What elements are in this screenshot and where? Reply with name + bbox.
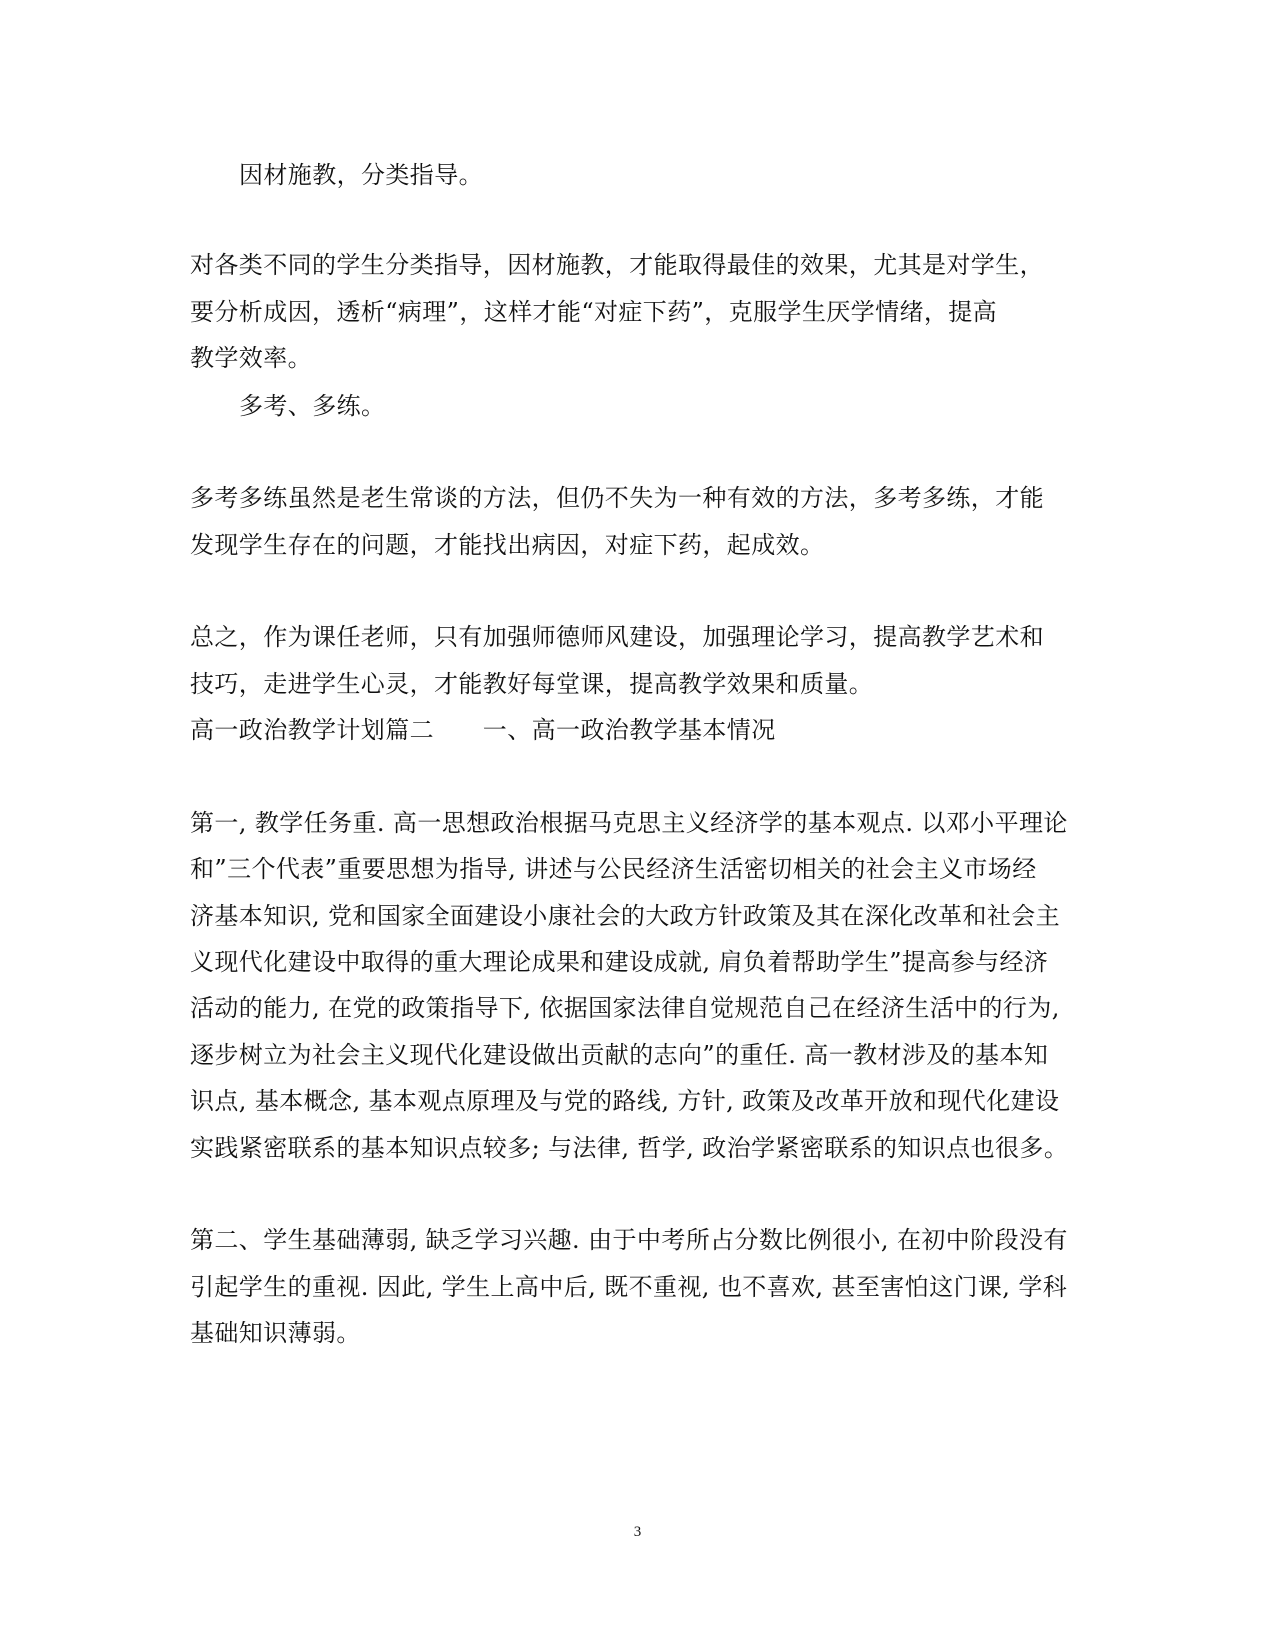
paragraph-line: 基础知识薄弱。 bbox=[190, 1319, 361, 1347]
paragraph-line: 技巧，走进学生心灵，才能教好每堂课，提高教学效果和质量。 bbox=[190, 670, 874, 698]
paragraph-line: 总之，作为课任老师，只有加强师德师风建设，加强理论学习，提高教学艺术和 bbox=[190, 623, 1044, 651]
paragraph-line: 对各类不同的学生分类指导，因材施教，才能取得最佳的效果，尤其是对学生， bbox=[190, 251, 1044, 279]
paragraph-line: 第一, 教学任务重. 高一思想政治根据马克思主义经济学的基本观点. 以邓小平理论 bbox=[190, 809, 1068, 837]
section-title-line: 高一政治教学计划篇二 一、高一政治教学基本情况 bbox=[190, 716, 776, 744]
paragraph-line: 教学效率。 bbox=[190, 344, 312, 372]
paragraph-line: 逐步树立为社会主义现代化建设做出贡献的志向”的重任. 高一教材涉及的基本知 bbox=[190, 1041, 1049, 1069]
paragraph-line: 发现学生存在的问题，才能找出病因，对症下药，起成效。 bbox=[190, 531, 825, 559]
paragraph-line: 义现代化建设中取得的重大理论成果和建设成就, 肩负着帮助学生”提高参与经济 bbox=[190, 948, 1049, 976]
paragraph-line: 引起学生的重视. 因此, 学生上高中后, 既不重视, 也不喜欢, 甚至害怕这门课, 学科 bbox=[190, 1273, 1068, 1301]
section-heading-teach-by-aptitude: 因材施教，分类指导。 bbox=[239, 161, 483, 189]
paragraph-line: 要分析成因，透析“病理”，这样才能“对症下药”，克服学生厌学情绪，提高 bbox=[190, 298, 998, 326]
paragraph-line: 多考多练虽然是老生常谈的方法，但仍不失为一种有效的方法，多考多练，才能 bbox=[190, 484, 1044, 512]
page-number: 3 bbox=[633, 1524, 642, 1540]
paragraph-line: 和”三个代表”重要思想为指导, 讲述与公民经济生活密切相关的社会主义市场经 bbox=[190, 855, 1037, 883]
paragraph-line: 识点, 基本概念, 基本观点原理及与党的路线, 方针, 政策及改革开放和现代化建设 bbox=[190, 1087, 1060, 1115]
section-heading-more-exams-practice: 多考、多练。 bbox=[239, 392, 386, 420]
paragraph-line: 济基本知识, 党和国家全面建设小康社会的大政方针政策及其在深化改革和社会主 bbox=[190, 902, 1061, 930]
paragraph-line: 第二、学生基础薄弱, 缺乏学习兴趣. 由于中考所占分数比例很小, 在初中阶段没有 bbox=[190, 1226, 1068, 1254]
paragraph-line: 活动的能力, 在党的政策指导下, 依据国家法律自觉规范自己在经济生活中的行为, bbox=[190, 994, 1060, 1022]
paragraph-line: 实践紧密联系的基本知识点较多; 与法律, 哲学, 政治学紧密联系的知识点也很多。 bbox=[190, 1134, 1069, 1162]
